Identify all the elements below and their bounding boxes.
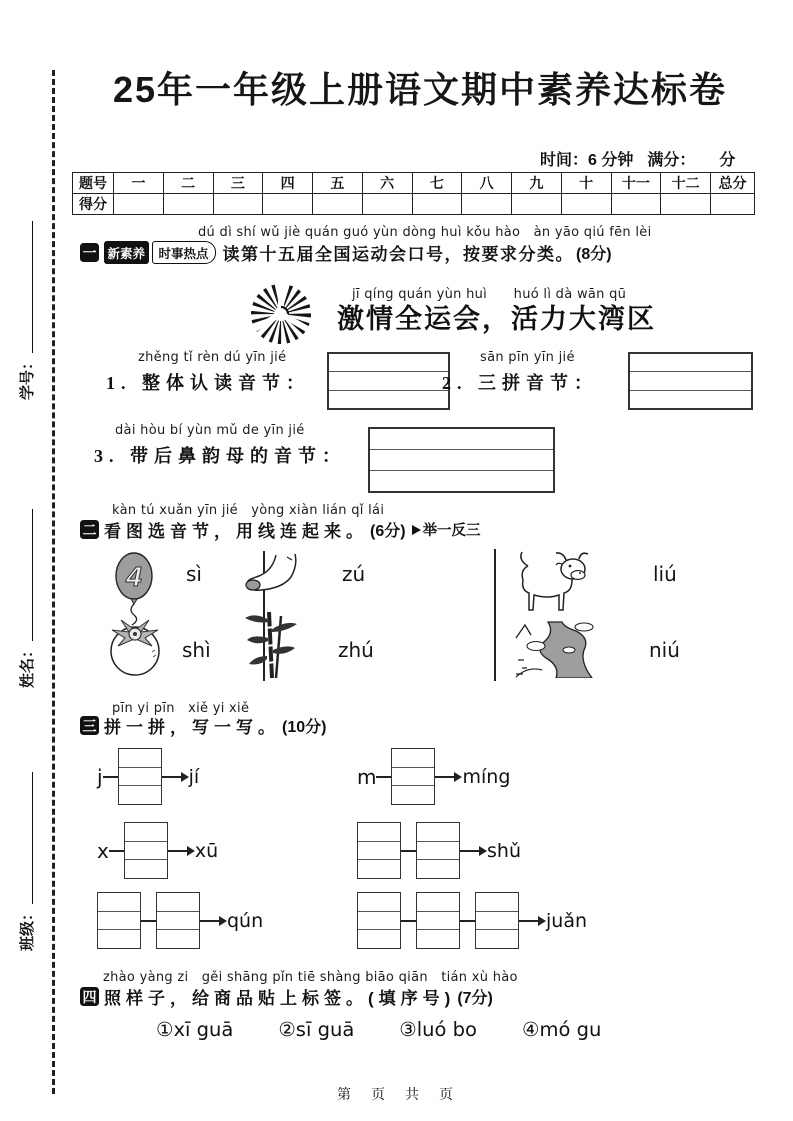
cow-image[interactable] bbox=[514, 550, 590, 618]
q3-spelling-box[interactable] bbox=[357, 892, 401, 949]
q3-number-badge: 三 bbox=[80, 716, 99, 735]
score-input-cell[interactable] bbox=[412, 194, 462, 215]
q3-title: 拼一拼，写一写。 bbox=[104, 718, 280, 737]
q4-title: 照样子，给商品贴上标签。(填序号) bbox=[104, 989, 456, 1008]
class-field[interactable] bbox=[14, 721, 38, 951]
q3-item-ming bbox=[357, 748, 510, 805]
score-table-cell: 总分 bbox=[711, 173, 755, 194]
q3-spelling-box[interactable] bbox=[156, 892, 200, 949]
score-table-cell: 四 bbox=[263, 173, 313, 194]
q3-item-ji bbox=[97, 748, 199, 805]
score-table-cell: 题号 bbox=[73, 173, 114, 194]
arrow-icon bbox=[519, 920, 539, 922]
river-image[interactable] bbox=[514, 620, 602, 678]
q1-sub3-pinyin: dài hòu bí yùn mǔ de yīn jié bbox=[115, 423, 305, 438]
score-table-cell: 五 bbox=[313, 173, 363, 194]
name-blank[interactable] bbox=[19, 509, 33, 641]
q3-spelling-box[interactable] bbox=[416, 822, 460, 879]
q3-initial: m bbox=[357, 764, 377, 789]
q3-heading bbox=[80, 713, 326, 738]
student-no-blank[interactable] bbox=[19, 221, 33, 353]
time-fullscore-line bbox=[540, 147, 749, 170]
name-label: 姓名： bbox=[18, 642, 36, 688]
q2-title: 看图选音节，用线连起来。 bbox=[104, 522, 368, 541]
q4-heading bbox=[80, 984, 493, 1009]
q4-score: (7分) bbox=[457, 990, 493, 1007]
score-table-cell: 十 bbox=[561, 173, 611, 194]
score-input-cell[interactable] bbox=[213, 194, 263, 215]
q1-sub3-label: 3. 带后鼻韵母的音节： bbox=[94, 446, 346, 466]
q1-pinyin: dú dì shí wǔ jiè quán guó yùn dòng huì kǒu hào àn yāo qiú fēn lèi bbox=[198, 225, 652, 240]
q3-spelling-box[interactable] bbox=[475, 892, 519, 949]
score-table-cell: 六 bbox=[362, 173, 412, 194]
score-table-cell: 十一 bbox=[611, 173, 661, 194]
score-input-cell[interactable] bbox=[462, 194, 512, 215]
q1-sub2-answer-box[interactable] bbox=[628, 352, 753, 410]
score-input-cell[interactable] bbox=[313, 194, 363, 215]
page-footer: 第 页 共 页 bbox=[337, 1086, 456, 1102]
arrow-icon bbox=[200, 920, 220, 922]
q1-number-badge: 一 bbox=[80, 243, 99, 262]
q4-option-1[interactable]: ①xī guā bbox=[156, 1018, 234, 1041]
q2-number-badge: 二 bbox=[80, 520, 99, 539]
score-input-cell[interactable] bbox=[661, 194, 711, 215]
q2-syllable-niu[interactable]: niú bbox=[649, 638, 680, 662]
score-table-cell: 一 bbox=[114, 173, 164, 194]
q1-slogan-pinyin: jī qíng quán yùn huì huó lì dà wān qū bbox=[352, 287, 627, 302]
score-table-cell: 二 bbox=[163, 173, 213, 194]
foot-image[interactable] bbox=[243, 552, 301, 596]
q4-option-4[interactable]: ④mó gu bbox=[521, 1018, 602, 1041]
q3-result: qún bbox=[227, 909, 264, 932]
q4-number-badge: 四 bbox=[80, 987, 99, 1006]
q2-syllable-shi[interactable]: shì bbox=[182, 638, 211, 662]
q3-result: juǎn bbox=[546, 909, 588, 932]
q3-score: (10分) bbox=[282, 719, 327, 736]
q4-option-2[interactable]: ②sī guā bbox=[278, 1018, 355, 1041]
score-input-cell[interactable] bbox=[711, 194, 755, 215]
class-blank[interactable] bbox=[19, 772, 33, 904]
class-label: 班级： bbox=[18, 905, 36, 951]
q3-spelling-box[interactable] bbox=[97, 892, 141, 949]
q1-sub2-pinyin: sān pīn yīn jié bbox=[480, 350, 575, 365]
q1-score: (8分) bbox=[576, 246, 612, 263]
score-table-cell: 三 bbox=[213, 173, 263, 194]
q3-spelling-box[interactable] bbox=[357, 822, 401, 879]
q3-spelling-box[interactable] bbox=[124, 822, 168, 879]
q3-item-xu bbox=[97, 822, 218, 879]
q1-hot-topic-badge: 时事热点 bbox=[152, 241, 216, 264]
score-row-label: 得分 bbox=[73, 194, 114, 215]
q2-syllable-liu[interactable]: liú bbox=[653, 562, 677, 586]
score-input-cell[interactable] bbox=[362, 194, 412, 215]
q3-item-shu bbox=[357, 822, 521, 879]
q3-result: míng bbox=[462, 765, 511, 788]
fireworks-emblem-icon bbox=[240, 280, 322, 348]
score-table-cell: 七 bbox=[412, 173, 462, 194]
q4-options bbox=[156, 1018, 601, 1041]
score-input-cell[interactable] bbox=[561, 194, 611, 215]
q4-option-3[interactable]: ③luó bo bbox=[399, 1018, 477, 1041]
student-no-label: 学号： bbox=[18, 354, 36, 400]
full-score-label: 满分： 分 bbox=[647, 152, 736, 169]
q1-sub2-label: 2. 三拼音节： bbox=[442, 373, 598, 393]
score-input-cell[interactable] bbox=[263, 194, 313, 215]
score-table-cell: 十二 bbox=[661, 173, 711, 194]
score-input-cell[interactable] bbox=[512, 194, 562, 215]
right-arrow-icon bbox=[412, 525, 421, 535]
score-table-header-row bbox=[73, 173, 755, 194]
q1-sub1-label: 1. 整体认读音节： bbox=[106, 373, 310, 393]
arrow-icon bbox=[435, 776, 455, 778]
bamboo-image[interactable] bbox=[243, 608, 299, 680]
persimmon-image[interactable] bbox=[108, 612, 162, 678]
q3-item-juan bbox=[357, 892, 587, 949]
q1-sub1-answer-box[interactable] bbox=[327, 352, 450, 410]
q1-slogan: 激情全运会，活力大湾区 bbox=[337, 304, 656, 334]
arrow-icon bbox=[460, 850, 480, 852]
q2-syllable-zu[interactable]: zú bbox=[342, 562, 366, 586]
score-input-cell[interactable] bbox=[114, 194, 164, 215]
name-field[interactable] bbox=[14, 458, 38, 688]
q3-initial: x bbox=[97, 838, 109, 863]
score-input-cell[interactable] bbox=[611, 194, 661, 215]
q2-heading bbox=[80, 517, 481, 542]
q1-sub3-answer-box[interactable] bbox=[368, 427, 555, 493]
q2-column-divider bbox=[494, 549, 496, 681]
q3-result: xū bbox=[194, 839, 219, 862]
svg-text:4: 4 bbox=[126, 561, 142, 592]
score-table-cell: 八 bbox=[462, 173, 512, 194]
q3-initial: j bbox=[97, 764, 103, 789]
q2-syllable-si[interactable]: sì bbox=[186, 562, 202, 586]
q4-pinyin: zhào yàng zi gěi shāng pǐn tiē shàng biāo qiān tián xù hào bbox=[103, 970, 518, 985]
score-table-score-row bbox=[73, 194, 755, 215]
q3-result: shǔ bbox=[487, 839, 521, 862]
page-title: 25年一年级上册语文期中素养达标卷 bbox=[112, 69, 728, 110]
q1-new-suyang-badge: 新素养 bbox=[104, 241, 149, 264]
q3-spelling-box[interactable] bbox=[391, 748, 435, 805]
q1-sub1-pinyin: zhěng tǐ rèn dú yīn jié bbox=[138, 350, 287, 365]
score-input-cell[interactable] bbox=[163, 194, 213, 215]
time-label: 时间：6 分钟 bbox=[540, 152, 634, 169]
q2-tag: 举一反三 bbox=[422, 523, 481, 539]
q2-syllable-zhu[interactable]: zhú bbox=[338, 638, 374, 662]
arrow-icon bbox=[168, 850, 188, 852]
arrow-icon bbox=[162, 776, 182, 778]
score-table bbox=[72, 172, 755, 215]
q2-score: (6分) bbox=[370, 523, 406, 540]
q1-title: 读第十五届全国运动会口号，按要求分类。 bbox=[222, 245, 575, 264]
score-table-cell: 九 bbox=[512, 173, 562, 194]
q1-heading bbox=[80, 240, 612, 265]
q2-pinyin: kàn tú xuǎn yīn jié yòng xiàn lián qǐ lái bbox=[112, 503, 385, 518]
q3-result: jí bbox=[188, 765, 200, 788]
q3-spelling-box[interactable] bbox=[118, 748, 162, 805]
q3-pinyin: pīn yi pīn xiě yi xiě bbox=[112, 701, 250, 716]
q3-item-qun bbox=[97, 892, 263, 949]
student-no-field[interactable] bbox=[14, 170, 38, 400]
cut-dashed-line bbox=[52, 70, 55, 1094]
q3-spelling-box[interactable] bbox=[416, 892, 460, 949]
